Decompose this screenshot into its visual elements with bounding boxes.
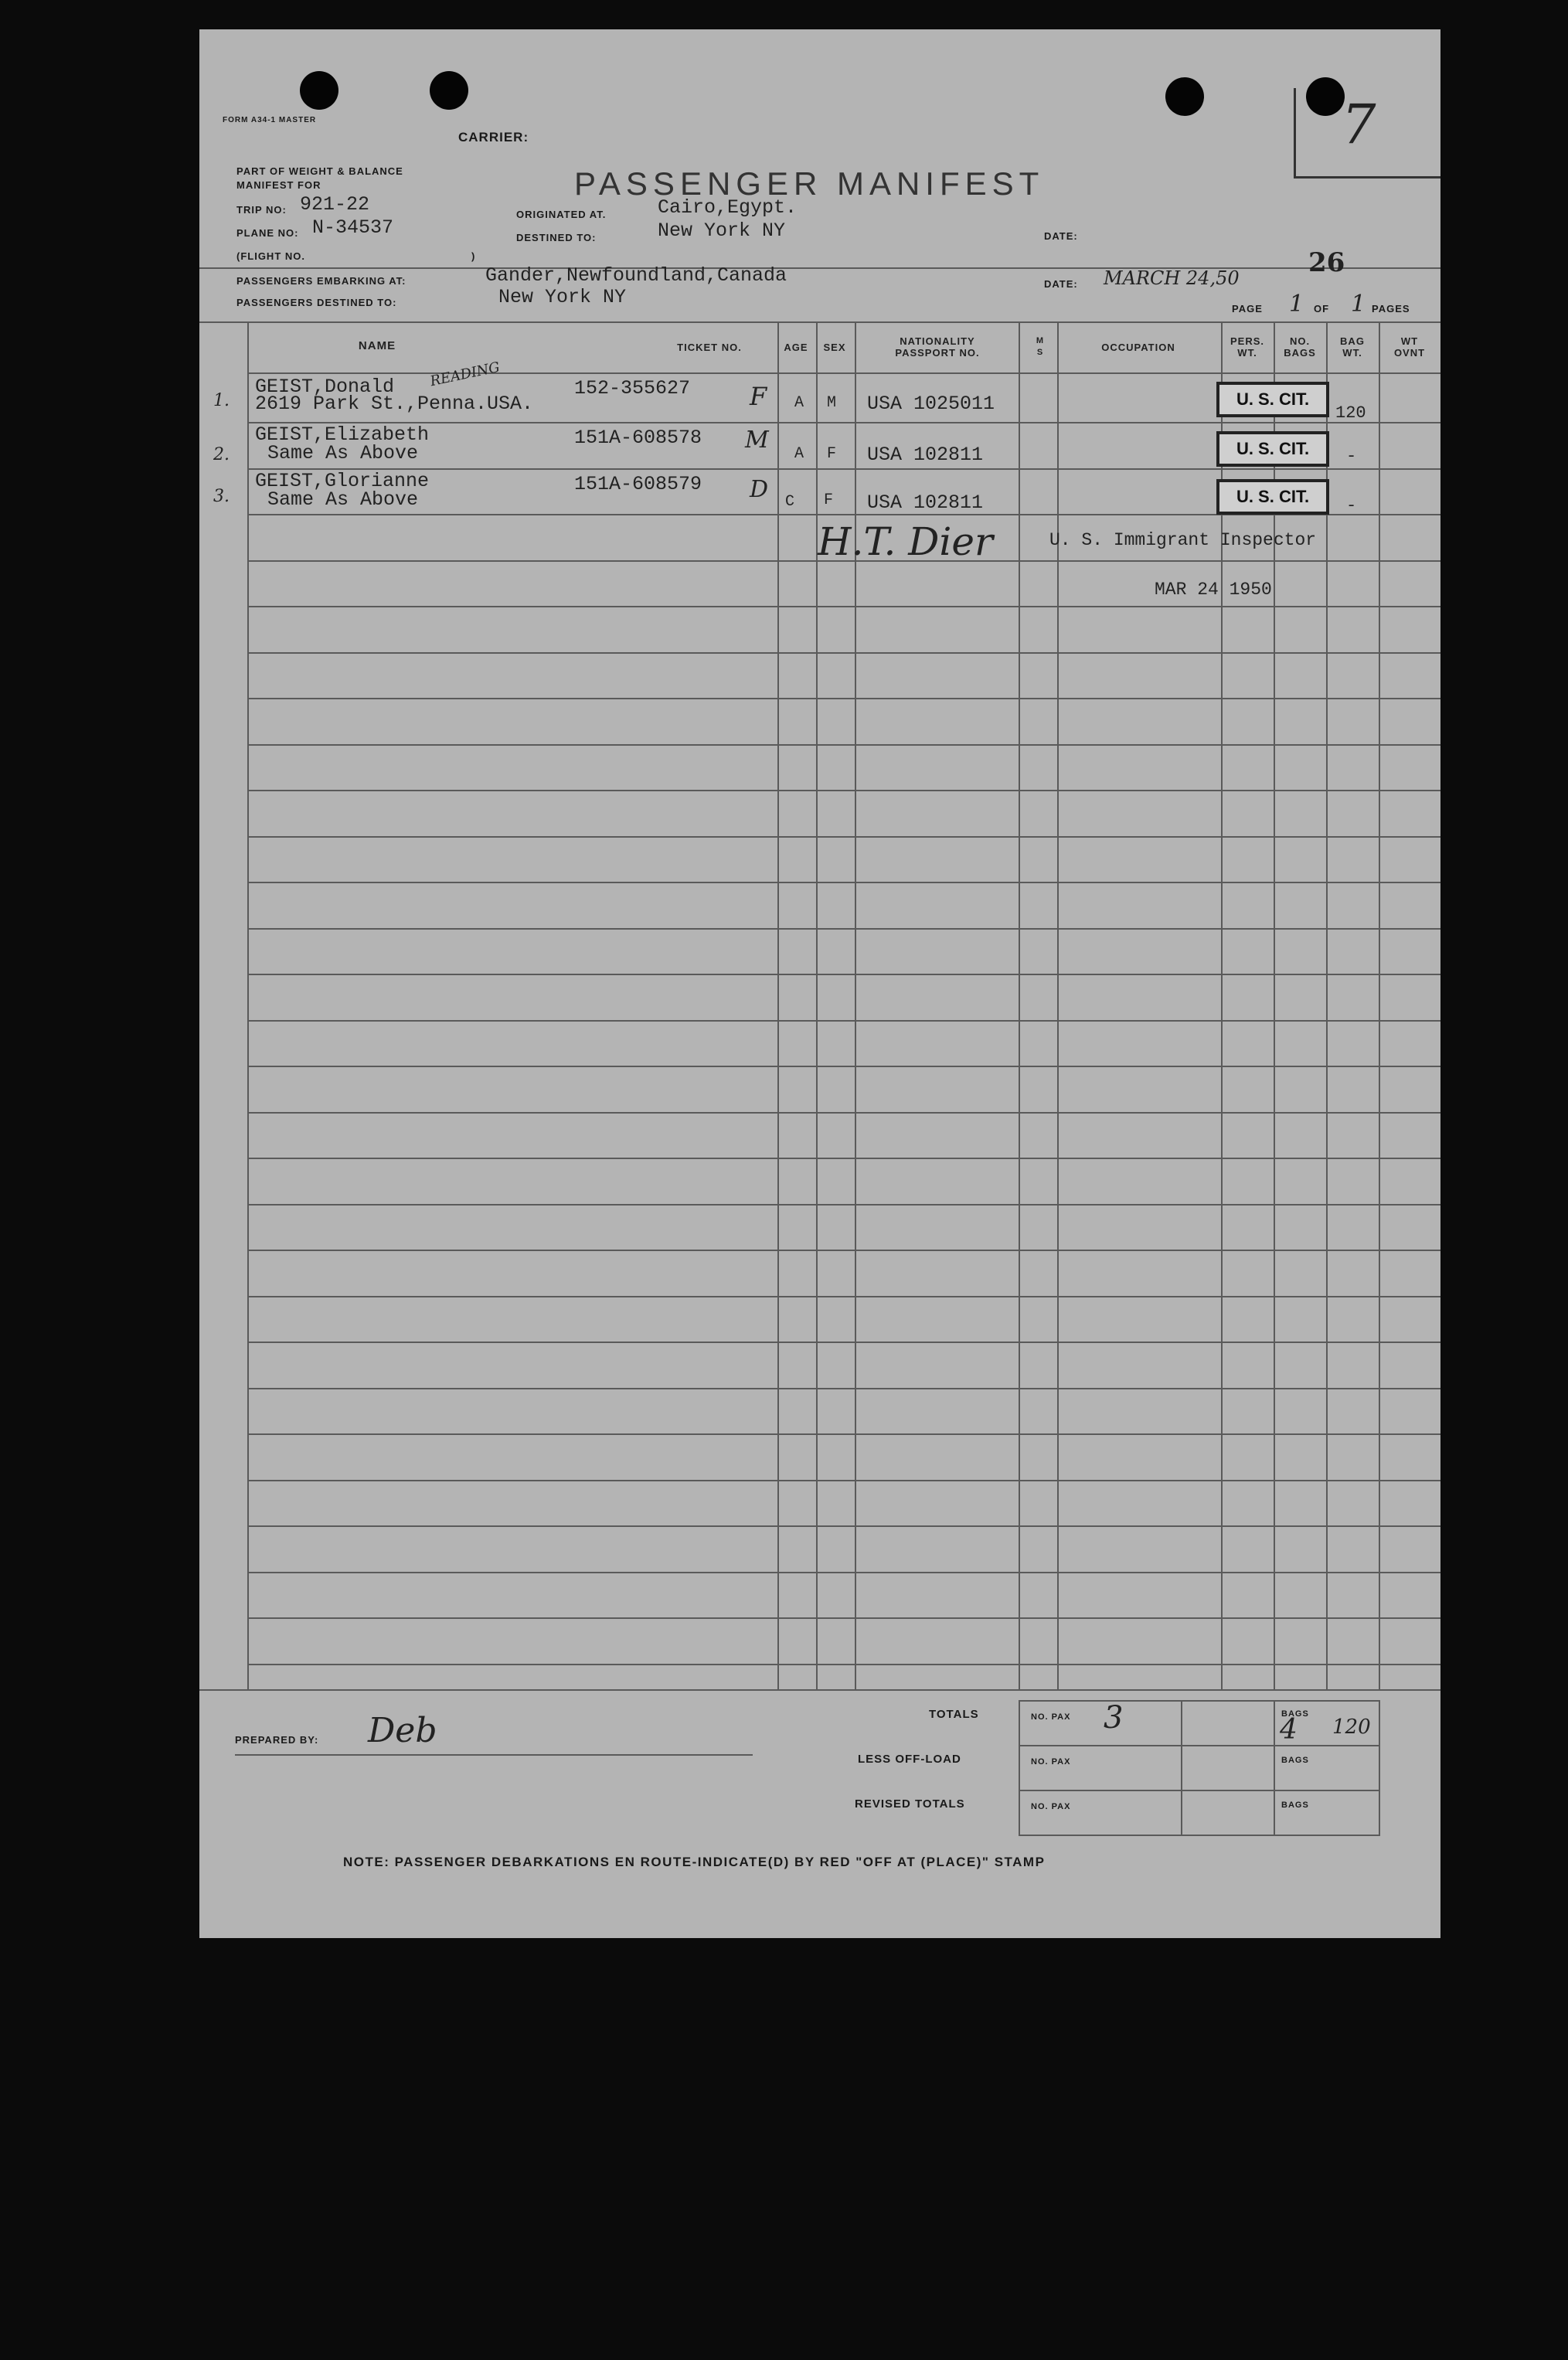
form-number: FORM A34-1 MASTER: [223, 116, 317, 124]
date2-value: MARCH 24,50: [1104, 267, 1240, 289]
us-citizen-stamp: U. S. CIT.: [1216, 431, 1329, 467]
trip-label: TRIP NO:: [236, 204, 287, 216]
trip-number: 921-22: [300, 193, 370, 216]
address-insert: READING: [428, 359, 502, 390]
row-rule: [247, 974, 1440, 975]
revised-totals-label: REVISED TOTALS: [855, 1797, 965, 1811]
nationality-header-line: NATIONALITY: [900, 335, 975, 347]
column-rule: [1057, 323, 1059, 1689]
pers-header-line: PERS.: [1230, 335, 1264, 347]
totals-box-rule: [1019, 1745, 1379, 1746]
column-header-ms: [1019, 335, 1062, 359]
no-pax-label: NO. PAX: [1031, 1802, 1071, 1811]
totals-box-rule: [1019, 1790, 1379, 1791]
corner-page-number: 7: [1342, 93, 1376, 156]
pax-total: 3: [1104, 1700, 1124, 1736]
column-rule: [1326, 323, 1328, 1689]
row-rule: [247, 1480, 1440, 1481]
header-divider: [199, 267, 1440, 269]
column-header-age: AGE: [784, 342, 808, 353]
wt-ovnt-header-line: OVNT: [1393, 347, 1426, 359]
row-rule: [247, 1296, 1440, 1297]
age-code: A: [794, 445, 804, 463]
pages-label: PAGES: [1372, 303, 1410, 315]
plane-label: PLANE NO:: [236, 227, 299, 239]
flight-close: ): [471, 250, 476, 262]
row-rule: [247, 836, 1440, 838]
corner-bracket: [1294, 88, 1296, 177]
page-number: 1: [1289, 291, 1304, 318]
row-rule: [247, 652, 1440, 654]
manifest-page: [199, 29, 1440, 1938]
inspector-date: MAR 24 1950: [1155, 580, 1272, 600]
passenger-name: GEIST,Donald: [255, 376, 395, 398]
ms-header-line: M: [1036, 336, 1045, 345]
column-header-sex: SEX: [823, 342, 846, 353]
totals-border: [199, 1689, 1440, 1691]
row-number: 1.: [213, 391, 230, 410]
sex-code: F: [824, 491, 834, 509]
inspector-signature: H.T. Dier: [818, 519, 993, 564]
part-of-label: PART OF WEIGHT & BALANCE: [236, 165, 403, 177]
originated-label: ORIGINATED AT.: [516, 209, 607, 220]
of-label: OF: [1314, 303, 1330, 315]
bags-label: BAGS: [1281, 1756, 1309, 1765]
totals-label: TOTALS: [929, 1708, 979, 1721]
page-label: PAGE: [1232, 303, 1263, 315]
row-rule: [247, 606, 1440, 607]
row-rule: [247, 1433, 1440, 1435]
row-number: 2.: [213, 445, 230, 464]
column-header-wt-ovnt: [1379, 335, 1440, 359]
age-code: A: [794, 394, 804, 412]
totals-box-rule: [1019, 1700, 1020, 1836]
relation-mark: D: [750, 476, 769, 503]
punch-hole: [300, 71, 338, 110]
totals-box-rule: [1274, 1700, 1275, 1836]
totals-box-rule: [1019, 1835, 1379, 1836]
bags-header-line: BAGS: [1284, 347, 1316, 359]
row-rule: [247, 928, 1440, 930]
relation-mark: F: [750, 382, 767, 411]
totals-box-rule: [1181, 1700, 1182, 1836]
column-rule: [247, 323, 249, 1689]
bag-weight: -: [1346, 496, 1357, 515]
totals-box-rule: [1019, 1700, 1379, 1702]
ticket-number: 152-355627: [574, 377, 691, 400]
wt-ovnt-header-line: WT: [1400, 335, 1419, 347]
flight-label: (FLIGHT NO.: [236, 250, 305, 262]
bag-weight: 120: [1335, 403, 1366, 423]
column-header-pers-wt: [1221, 335, 1274, 359]
passport-number: USA 1025011: [867, 393, 995, 415]
bags-header-line: NO.: [1289, 335, 1311, 347]
pass-destined-label: PASSENGERS DESTINED TO:: [236, 297, 397, 308]
bags-label: BAGS: [1281, 1801, 1309, 1810]
passport-header-line: PASSPORT NO.: [895, 347, 980, 359]
table-top-border: [199, 321, 1440, 323]
embarking-value: Gander,Newfoundland,Canada: [485, 264, 787, 287]
row-rule: [247, 1342, 1440, 1343]
ticket-number: 151A-608578: [574, 427, 702, 449]
no-pax-label: NO. PAX: [1031, 1757, 1071, 1767]
row-rule: [247, 1250, 1440, 1251]
carrier-label: CARRIER:: [458, 130, 529, 145]
column-header-ticket: TICKET NO.: [677, 342, 742, 353]
pers-header-line: WT.: [1237, 347, 1257, 359]
debarkation-note: NOTE: PASSENGER DEBARKATIONS EN ROUTE-INDICATE(D) BY RED "OFF AT (PLACE)" STAMP: [343, 1855, 1046, 1869]
row-rule: [247, 882, 1440, 883]
pages-number: 1: [1351, 291, 1366, 318]
passport-number: USA 102811: [867, 444, 984, 466]
row-number: 3.: [213, 487, 230, 506]
prepared-by-underline: [235, 1754, 753, 1756]
row-rule: [247, 1572, 1440, 1573]
passenger-address: 2619 Park St.,Penna.USA.: [255, 393, 534, 415]
passenger-address: Same As Above: [267, 442, 419, 464]
passport-number: USA 102811: [867, 491, 984, 514]
destined-label: DESTINED TO:: [516, 232, 597, 243]
bag-weight: -: [1346, 447, 1357, 466]
ticket-number: 151A-608579: [574, 473, 702, 495]
row-rule: [247, 1158, 1440, 1159]
us-citizen-stamp: U. S. CIT.: [1216, 479, 1329, 515]
prepared-by-value: Deb: [368, 1711, 437, 1750]
row-rule: [247, 790, 1440, 791]
row-rule: [247, 1112, 1440, 1114]
column-rule: [1274, 323, 1275, 1689]
column-header-bags: [1274, 335, 1326, 359]
sex-code: F: [827, 445, 837, 463]
page-title: PASSENGER MANIFEST: [574, 165, 1045, 202]
passenger-name: GEIST,Glorianne: [255, 470, 430, 492]
passenger-name: GEIST,Elizabeth: [255, 423, 430, 446]
column-header-bag-wt: [1326, 335, 1379, 359]
column-rule: [1221, 323, 1223, 1689]
relation-mark: M: [745, 427, 769, 454]
row-rule: [247, 1525, 1440, 1527]
no-pax-label: NO. PAX: [1031, 1712, 1071, 1722]
column-header-nationality: [856, 335, 1019, 359]
us-citizen-stamp: U. S. CIT.: [1216, 382, 1329, 417]
row-rule: [247, 744, 1440, 746]
stamp-number: 26: [1308, 247, 1345, 278]
row-rule: [247, 1204, 1440, 1206]
date2-label: DATE:: [1044, 278, 1078, 290]
row-rule: [247, 1664, 1440, 1665]
bags-label: BAGS: [1281, 1709, 1309, 1719]
date-label: DATE:: [1044, 230, 1078, 242]
corner-bracket: [1294, 176, 1440, 179]
destined-value: New York NY: [658, 219, 786, 242]
table-header-border: [247, 372, 1440, 374]
punch-hole: [1165, 77, 1204, 116]
row-rule: [247, 698, 1440, 699]
bag-wt-header-line: BAG: [1340, 335, 1365, 347]
row-rule: [247, 1020, 1440, 1022]
embarking-label: PASSENGERS EMBARKING AT:: [236, 275, 406, 287]
bag-wt-header-line: WT.: [1342, 347, 1362, 359]
plane-number: N-34537: [312, 216, 394, 239]
bags-total: 4: [1280, 1714, 1298, 1746]
inspector-title: U. S. Immigrant Inspector: [1049, 530, 1317, 550]
age-code: C: [785, 493, 795, 511]
prepared-by-label: PREPARED BY:: [235, 1734, 319, 1746]
less-offload-label: LESS OFF-LOAD: [858, 1753, 961, 1766]
sex-code: M: [827, 394, 837, 412]
row-rule: [247, 1617, 1440, 1619]
totals-box-rule: [1379, 1700, 1380, 1836]
column-rule: [777, 323, 779, 1689]
ms-header-line: S: [1036, 348, 1044, 357]
manifest-for-label: MANIFEST FOR: [236, 179, 321, 191]
originated-value: Cairo,Egypt.: [658, 196, 798, 219]
row-rule: [247, 1388, 1440, 1389]
passenger-address: Same As Above: [267, 488, 419, 511]
row-rule: [247, 1066, 1440, 1067]
bag-weight-total: 120: [1332, 1716, 1371, 1739]
column-rule: [1379, 323, 1380, 1689]
punch-hole: [1306, 77, 1345, 116]
column-header-occupation: OCCUPATION: [1101, 342, 1175, 353]
column-header-name: NAME: [358, 339, 396, 352]
punch-hole: [430, 71, 468, 110]
column-rule: [1019, 323, 1020, 1689]
pass-destined-value: New York NY: [498, 286, 627, 308]
